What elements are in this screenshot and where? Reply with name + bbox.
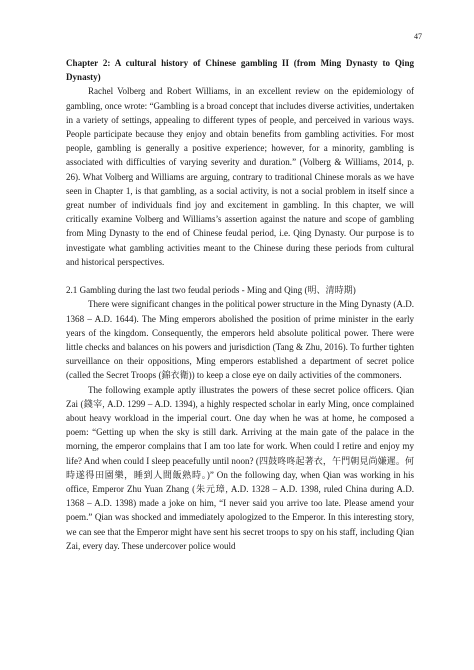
page-number: 47 [414,32,422,41]
section-heading: 2.1 Gambling during the last two feudal periods - Ming and Qing (明、清時期) [66,285,356,296]
chapter-heading: Chapter 2: A cultural history of Chinese gambling II (from Ming Dynasty to Qing Dynasty) [66,58,414,83]
page-body [66,56,414,553]
body-paragraph-intro: Rachel Volberg and Robert Williams, in an excellent review on the epidemiology of gambling, once wrote: “Gambling is a broad concept that includes diverse activities, undertaken in a variety of settings, appealing to different types of people, and perceived in various ways. People participate because they enjoy and obtain benefits from gambling activities. For most people, gambling is generally a positive experience; however, for a minority, gambling is associated with difficulties of varying severity and duration.” (Volberg & Williams, 2014, p. 26). What Volberg and Williams are arguing, contrary to traditional Chinese morals as we have seen in Chapter 1, is that gambling, as a social activity, is not a social problem in itself since a great number of individuals find joy and excitement in gambling. In this chapter, we will critically examine Volberg and Williams’s assertion against the nature and scope of gambling from Ming Dynasty to the end of Chinese feudal period, i.e. Qing Dynasty. Our purpose is to investigate what gambling activities meant to the Chinese during these periods from cultural and historical perspectives. [66,86,414,267]
paragraph-gap [66,269,414,283]
body-paragraph-qian-zai: The following example aptly illustrates the powers of these secret police officers. Qian Zai (錢宰, A.D. 1299 – A.D. 1394), a highly respected scholar in early Ming, once complained about heavy workload in the imperial court. One day when he was at home, he composed a poem: “Getting up when the sky is still dark. Arriving at the main gate of the palace in the morning, the emperor complains that I am too late for work. When could I retire and enjoy my life? And when could I sleep peacefully until noon? (四鼓咚咚起著衣，午門朝見尚嫌遲。何時遂得田園樂，睡到人間飯熟時。)” On the following day, when Qian was working in his office, Emperor Zhu Yuan Zhang (朱元璋, A.D. 1328 – A.D. 1398, ruled China during A.D. 1368 – A.D. 1398) made a joke on him, “I never said you arrive too late. Please amend your poem.” Qian was shocked and immediately apologized to the Emperor. In this interesting story, we can see that the Emperor might have sent his secret troops to spy on his staff, including Qian Zai, every day. These undercover police would [66,384,414,551]
body-paragraph-political: There were significant changes in the political power structure in the Ming Dynasty (A.D. 1368 – A.D. 1644). The Ming emperors abolished the position of prime minister in the early years of the kingdom. Consequently, the emperors held absolute political power. There were little checks and balances on his powers and jurisdiction (Tang & Zhu, 2016). To further tighten surveillance on their oppositions, Ming emperors established a department of secret police (called the Secret Troops (錦衣衛)) to keep a close eye on daily activities of the commoners. [66,299,414,381]
